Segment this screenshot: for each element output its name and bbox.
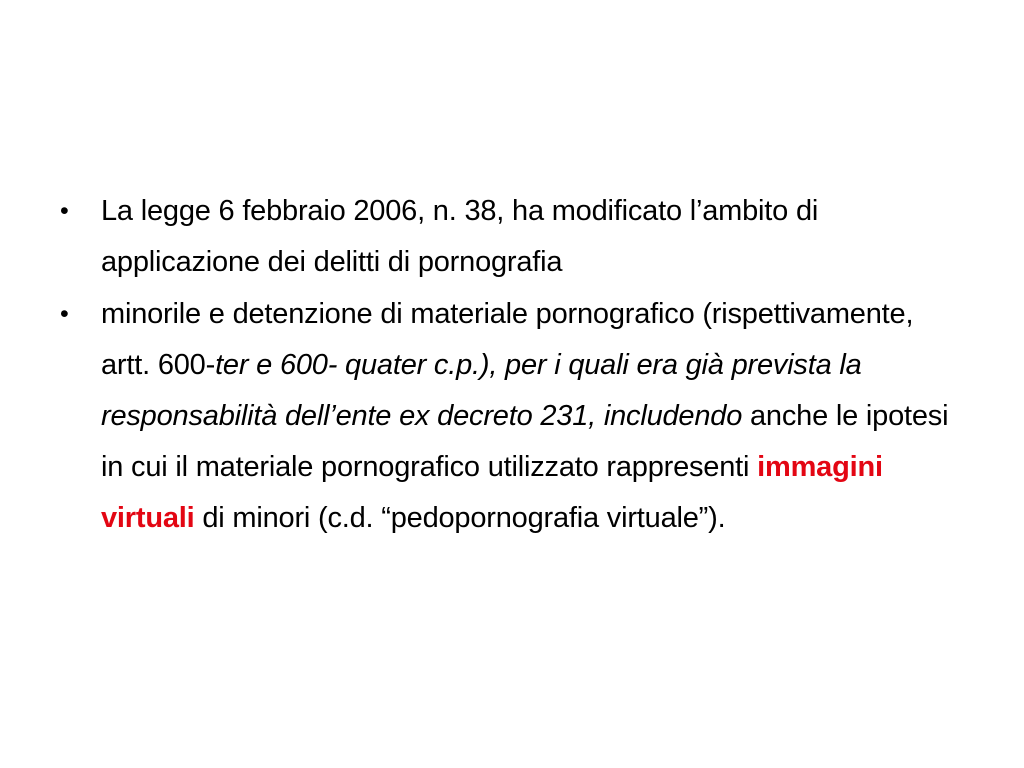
bullet-item	[58, 186, 970, 288]
text-run: minorile e detenzione di materiale pornografico (rispettivamente, artt. 600-	[101, 298, 914, 381]
text-run: di minori (c.d. “pedopornografia virtuale”).	[194, 502, 726, 534]
highlighted-text-run: immagini virtuali	[101, 451, 883, 534]
bullet-marker: •	[60, 197, 69, 225]
bullet-text: La legge 6 febbraio 2006, n. 38, ha modificato l’ambito di applicazione dei delitti di pornografia	[101, 195, 819, 278]
bullet-list	[58, 186, 970, 545]
text-run: anche le ipotesi in cui il materiale pornografico utilizzato rappresenti	[101, 400, 949, 483]
bullet-text	[101, 298, 948, 534]
bullet-marker: •	[60, 300, 69, 328]
italic-text-run: ter e 600- quater c.p.), per i quali era già prevista la responsabilità dell’ente ex decreto 231, includendo	[101, 349, 862, 432]
bullet-item	[58, 289, 970, 544]
